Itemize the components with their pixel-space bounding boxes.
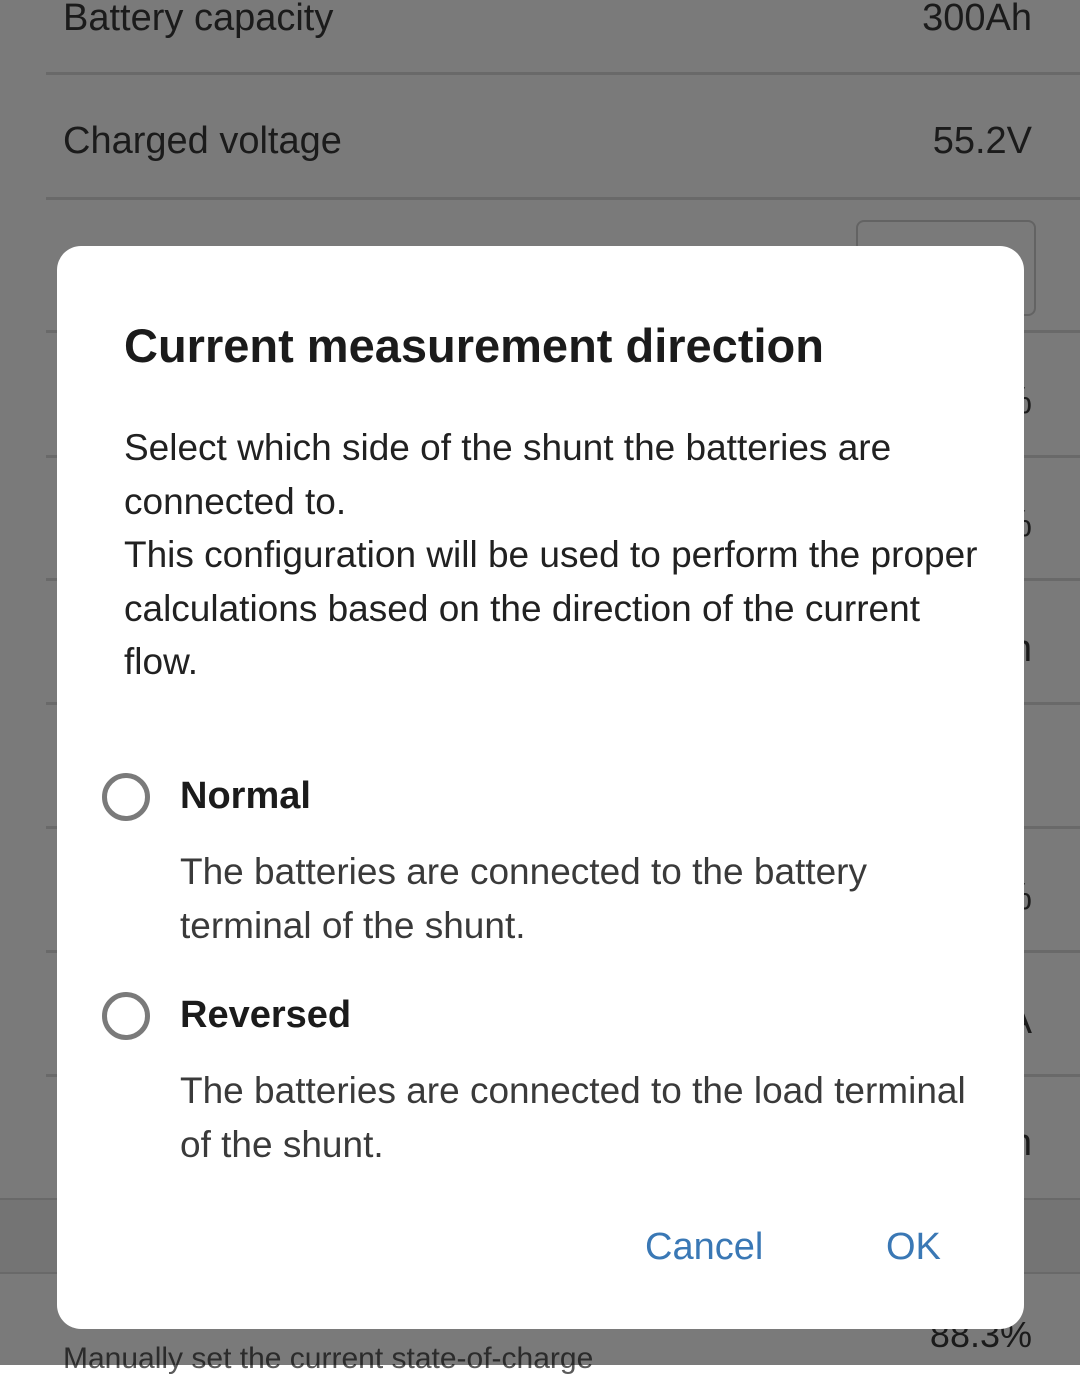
cancel-button[interactable]: Cancel bbox=[645, 1226, 764, 1268]
current-direction-dialog bbox=[57, 246, 1024, 1329]
option-description: The batteries are connected to the battery terminal of the shunt. bbox=[180, 851, 867, 946]
radio-button-reversed[interactable] bbox=[102, 992, 150, 1040]
option-normal[interactable] bbox=[57, 773, 1024, 953]
dialog-message-line: Select which side of the shunt the batteries are connected to. bbox=[124, 427, 892, 522]
option-label: Normal bbox=[180, 775, 311, 817]
dialog-message bbox=[124, 421, 984, 689]
radio-button-normal[interactable] bbox=[102, 773, 150, 821]
option-reversed[interactable] bbox=[57, 992, 1024, 1172]
ok-button[interactable]: OK bbox=[886, 1226, 941, 1268]
option-label: Reversed bbox=[180, 994, 352, 1036]
dialog-message-line: This configuration will be used to perform the proper calculations based on the direction of the current flow. bbox=[124, 534, 978, 682]
option-description: The batteries are connected to the load terminal of the shunt. bbox=[180, 1070, 966, 1165]
dialog-title: Current measurement direction bbox=[124, 319, 824, 372]
